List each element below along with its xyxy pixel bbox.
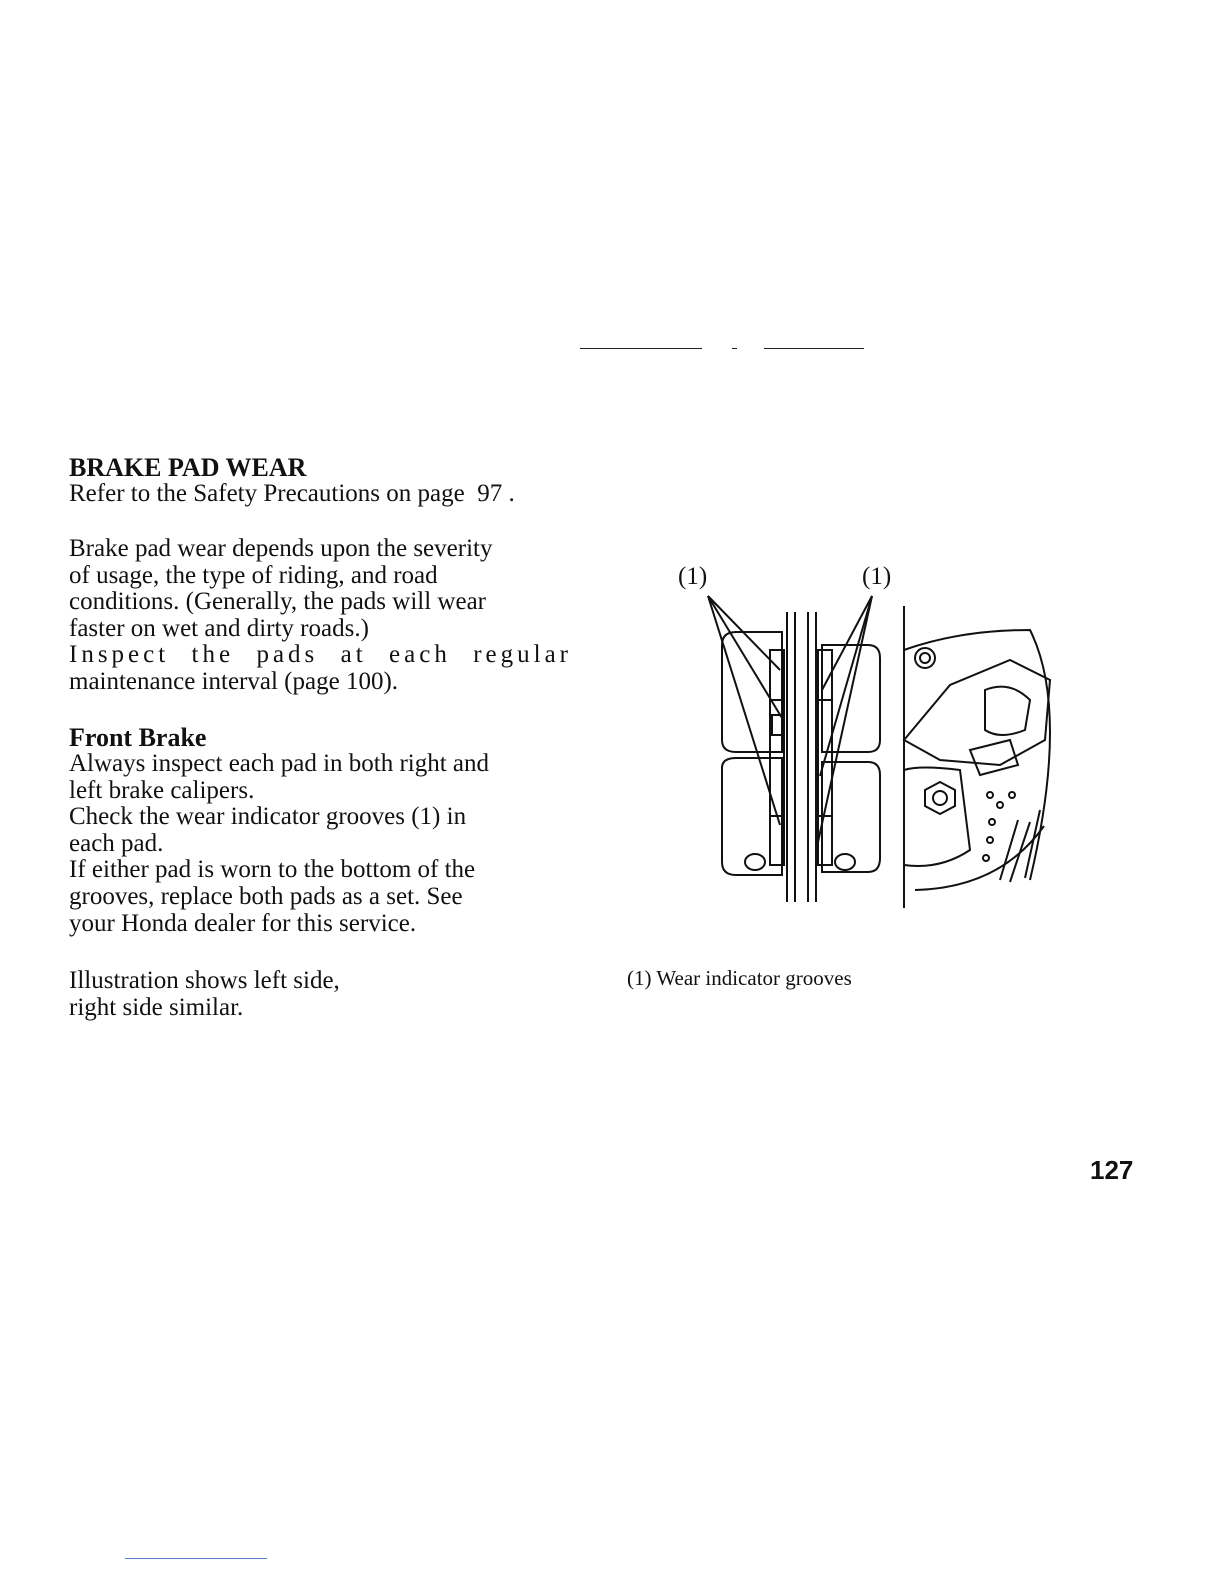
disc-hole bbox=[989, 819, 995, 825]
page-number: 127 bbox=[1090, 1155, 1134, 1185]
fork-leg bbox=[904, 768, 970, 867]
front-brake-paragraph bbox=[69, 751, 572, 937]
illustration-note bbox=[69, 968, 340, 1021]
intro-line: Brake pad wear depends upon the severity bbox=[69, 535, 493, 562]
bottom-rule bbox=[125, 1558, 267, 1559]
bleed-valve bbox=[920, 653, 930, 663]
top-rule-right bbox=[764, 348, 864, 349]
disc-hole bbox=[987, 837, 993, 843]
callout-leader bbox=[822, 596, 872, 690]
piston-detail bbox=[985, 687, 1030, 735]
front-brake-line: each pad. bbox=[69, 829, 164, 857]
intro-line: of usage, the type of riding, and road bbox=[69, 561, 438, 589]
disc-hole bbox=[983, 855, 989, 861]
disc-detail bbox=[1000, 820, 1018, 880]
brake-pad-illustration bbox=[700, 590, 1080, 920]
caliper-bracket bbox=[970, 740, 1018, 775]
disc-hole bbox=[1009, 792, 1015, 798]
mounting-bolt bbox=[925, 782, 955, 814]
front-brake-line: your Honda dealer for this service. bbox=[69, 909, 417, 937]
front-brake-line: left brake calipers. bbox=[69, 776, 255, 804]
caliper-bolt bbox=[745, 854, 765, 870]
front-brake-heading: Front Brake bbox=[69, 723, 207, 752]
intro-paragraph bbox=[69, 536, 572, 696]
mounting-bolt bbox=[933, 791, 947, 805]
inspect-line: Inspect the pads at each regular bbox=[69, 641, 572, 669]
illustration-note-line: right side similar. bbox=[69, 993, 244, 1021]
intro-line: faster on wet and dirty roads.) bbox=[69, 614, 369, 642]
safety-reference: Refer to the Safety Precautions on page 97 . bbox=[69, 480, 515, 507]
front-brake-line: If either pad is worn to the bottom of the bbox=[69, 856, 476, 884]
disc-hole bbox=[987, 792, 993, 798]
front-brake-line: Always inspect each pad in both right and bbox=[69, 750, 490, 777]
callout-right-label: (1) bbox=[862, 563, 892, 590]
disc-hole bbox=[997, 802, 1003, 808]
top-rule-dash bbox=[732, 348, 737, 349]
pad-pin bbox=[772, 715, 782, 735]
front-brake-line: Check the wear indicator grooves (1) in bbox=[69, 803, 467, 831]
top-rule-left bbox=[580, 348, 702, 349]
inspect-line: maintenance interval (page 100). bbox=[69, 667, 399, 695]
callout-left-label: (1) bbox=[678, 563, 708, 590]
illustration-note-line: Illustration shows left side, bbox=[69, 967, 340, 994]
callout-leader bbox=[818, 596, 872, 842]
intro-line: conditions. (Generally, the pads will wear bbox=[69, 588, 487, 616]
bleed-valve bbox=[915, 648, 935, 668]
caliper-bolt bbox=[835, 854, 855, 870]
section-title: BRAKE PAD WEAR bbox=[69, 453, 307, 482]
callout-leader bbox=[820, 596, 872, 776]
figure-caption: (1) Wear indicator grooves bbox=[627, 966, 852, 990]
front-brake-line: grooves, replace both pads as a set. See bbox=[69, 882, 463, 910]
